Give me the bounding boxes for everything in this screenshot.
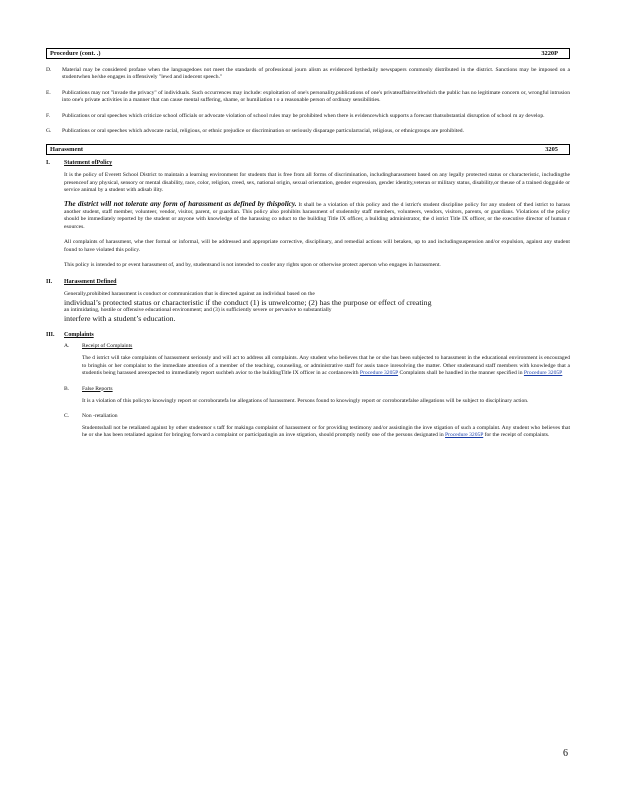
non-retaliation-paragraph xyxy=(82,425,570,440)
procedure-item-g xyxy=(46,128,570,135)
false-reports-paragraph: It is a violation of this policyto knowingly report or corroboratefa lse allegations of harassment. Persons found to knowingly report or corroboratefalse allegations will be subject to disciplinary action. xyxy=(82,397,529,404)
receipt-text-continued: Complaints shall be handled in the manner specified in xyxy=(398,370,523,377)
policy-paragraph-2 xyxy=(64,201,570,232)
subsection-heading-false-reports xyxy=(64,386,570,392)
policy-paragraph-1: It is the policy of Everett School District to maintain a learning environment for students that is free from all forms of discrimination, includingharassment based on any legally protected status or characteristic, includingthe presenceof any physical, sensory or mental disability, race, color, religion, creed, sex, national origin, sexual orientation, gender expression, gender identity,veteran or military status, disability,or theuse of a trained dogguide or service animal by a student with adisab ility. xyxy=(64,172,570,194)
item-label: E. xyxy=(46,89,51,96)
procedure-item-f xyxy=(46,113,570,120)
section-number: III. xyxy=(46,332,55,339)
definition-line-4: interfere with a student’s education. xyxy=(64,314,176,324)
definition-paragraph xyxy=(64,291,570,324)
section-title: Complaints xyxy=(64,332,94,339)
subsection-title: Non -retaliation xyxy=(82,412,118,419)
section-heading-complaints xyxy=(46,332,570,338)
item-text: Publications or oral speeches which advocate racial, religious, or ethnic prejudice or discrimination or seriously disparage particularracial, religious, or ethnicgroups are prohibited. xyxy=(62,128,464,135)
subsection-heading-receipt xyxy=(64,343,570,349)
page-number: 6 xyxy=(563,748,568,759)
policy-paragraph-3: All complaints of harassment, whe ther formal or informal, will be addressed and appropriate corrective, disciplinary, and remedial actions will betaken, up to and includingsuspension and/or expulsion, against any student found to have violated this policy. xyxy=(64,239,570,253)
section-number: II. xyxy=(46,278,53,285)
non-retaliation-text: Studentsshall not be retaliated against by other studentsor s taff for makinga complaint of harassment or for providing testimony and/or assistingin the inve stigation of such a complaint. Any student who believes that he or she has been retaliated against for bringing forward a complaint or participatingin an inve stigation, should promptly notify one of the persons designated in xyxy=(82,424,570,439)
document-page xyxy=(46,48,570,440)
section-heading-statement xyxy=(46,160,570,166)
policy-header xyxy=(46,144,570,155)
receipt-text: The d istrict will take complaints of harassment seriously and will act to address all complaints. Any student who believes that he or she has been subjected to harassment in the educational environment is encouraged to bringhis or her complaint to the immediate attention of a member of the teaching, counseling, or administrative staff for assis tance inresolving the matter. Other studentsand staff members with knowledge that a studentis being harassed areexpected to immediately report suchbeh avior to the buildingTitle IX officer in ac cordancewith xyxy=(82,355,570,377)
subsection-title: False Reports xyxy=(82,385,113,392)
definition-line-2: individual’s protected status or characteristic if the conduct (1) is unwelcome; (2) has the purpose or effect of creating xyxy=(64,297,432,307)
procedure-header-title: Procedure (cont. .) xyxy=(50,50,101,57)
subsection-label: B. xyxy=(64,385,70,392)
item-text: Material may be considered profane when the languagedoes not meet the standards of professional journ alism as evidenced bythedaily newspapers commonly distributed in the district. Sanctions may be imposed on a studentwhen he/she engages in offensively "lewd and indecent speech." xyxy=(62,67,570,81)
procedure-item-e xyxy=(46,90,570,105)
item-label: G. xyxy=(46,128,52,135)
procedure-link[interactable]: Procedure 3205P xyxy=(523,370,563,377)
procedure-link[interactable]: Procedure 3205P xyxy=(445,432,484,439)
subsection-label: C. xyxy=(64,412,70,419)
section-title: Statement ofPolicy xyxy=(64,160,113,167)
policy-paragraph-2-text: It shall be a violation of this policy and the d istrict's student discipline policy for any student of thed istrict to harass another student, staff member, volunteer, vendor, visitor, parent, or guardian. This policy also prohibits harassment of studentsby staff members, volunteers, vendors, visitors, parents, or guardians. Violations of the policy should be immediately reported by the student or anyone with knowledge of the harassing co nduct to the building Title IX officer, a building administrator, the d istrict Title IX officer, or the executive director of human r esources. xyxy=(64,201,570,230)
receipt-paragraph xyxy=(82,355,570,377)
definition-line-3: an intimidating, hostile or offensive educational environment; and (3) is sufficiently severe or pervasive to substantially xyxy=(64,306,332,313)
procedure-link[interactable]: Procedure 3205P xyxy=(359,370,399,377)
policy-header-title: Harassment xyxy=(50,146,84,154)
policy-emphasis: The district will not tolerate any form of harassment as defined by thispolicy. xyxy=(64,199,297,208)
item-text: Publications or oral speeches which criticize school officials or advocate violation of school rules may be prohibited when there is evidencewhich supports a forecast thatsubstantial disruption of school m ay develop. xyxy=(62,112,545,119)
subsection-label: A. xyxy=(64,343,70,350)
section-number: I. xyxy=(46,160,50,167)
policy-paragraph-4: This policy is intended to pr event harassment of, and by, studentsand is not intended to confer any rights upon or otherwise protect aperson who engages in harassment. xyxy=(64,262,441,269)
section-title: Harassment Defined xyxy=(64,278,117,285)
definition-line-1: Generally,prohibited harassment is conduct or communication that is directed against an individual based on the xyxy=(64,290,315,297)
procedure-item-d xyxy=(46,67,570,82)
section-heading-definition xyxy=(46,279,570,285)
subsection-heading-non-retaliation xyxy=(64,413,570,419)
non-retaliation-text-continued: for the receipt of complaints. xyxy=(483,432,550,439)
subsection-title: Receipt of Complaints xyxy=(82,343,133,350)
item-label: F. xyxy=(46,112,51,119)
item-label: D. xyxy=(46,67,52,73)
item-text: Publications may not "invade the privacy" of individuals. Such occurrences may include: exploitation of one's personality,publications of one's privateaffairswithwhich the public has no legitimate concern or, wrongful intrusion into one's private activities in a manner that can cause mental suffering, shame, or humiliation t o a reasonable person of ordinary sensibilities. xyxy=(62,89,570,104)
policy-header-code: 3205 xyxy=(545,146,558,154)
procedure-header-code: 3220P xyxy=(541,50,558,57)
procedure-header xyxy=(46,48,570,59)
